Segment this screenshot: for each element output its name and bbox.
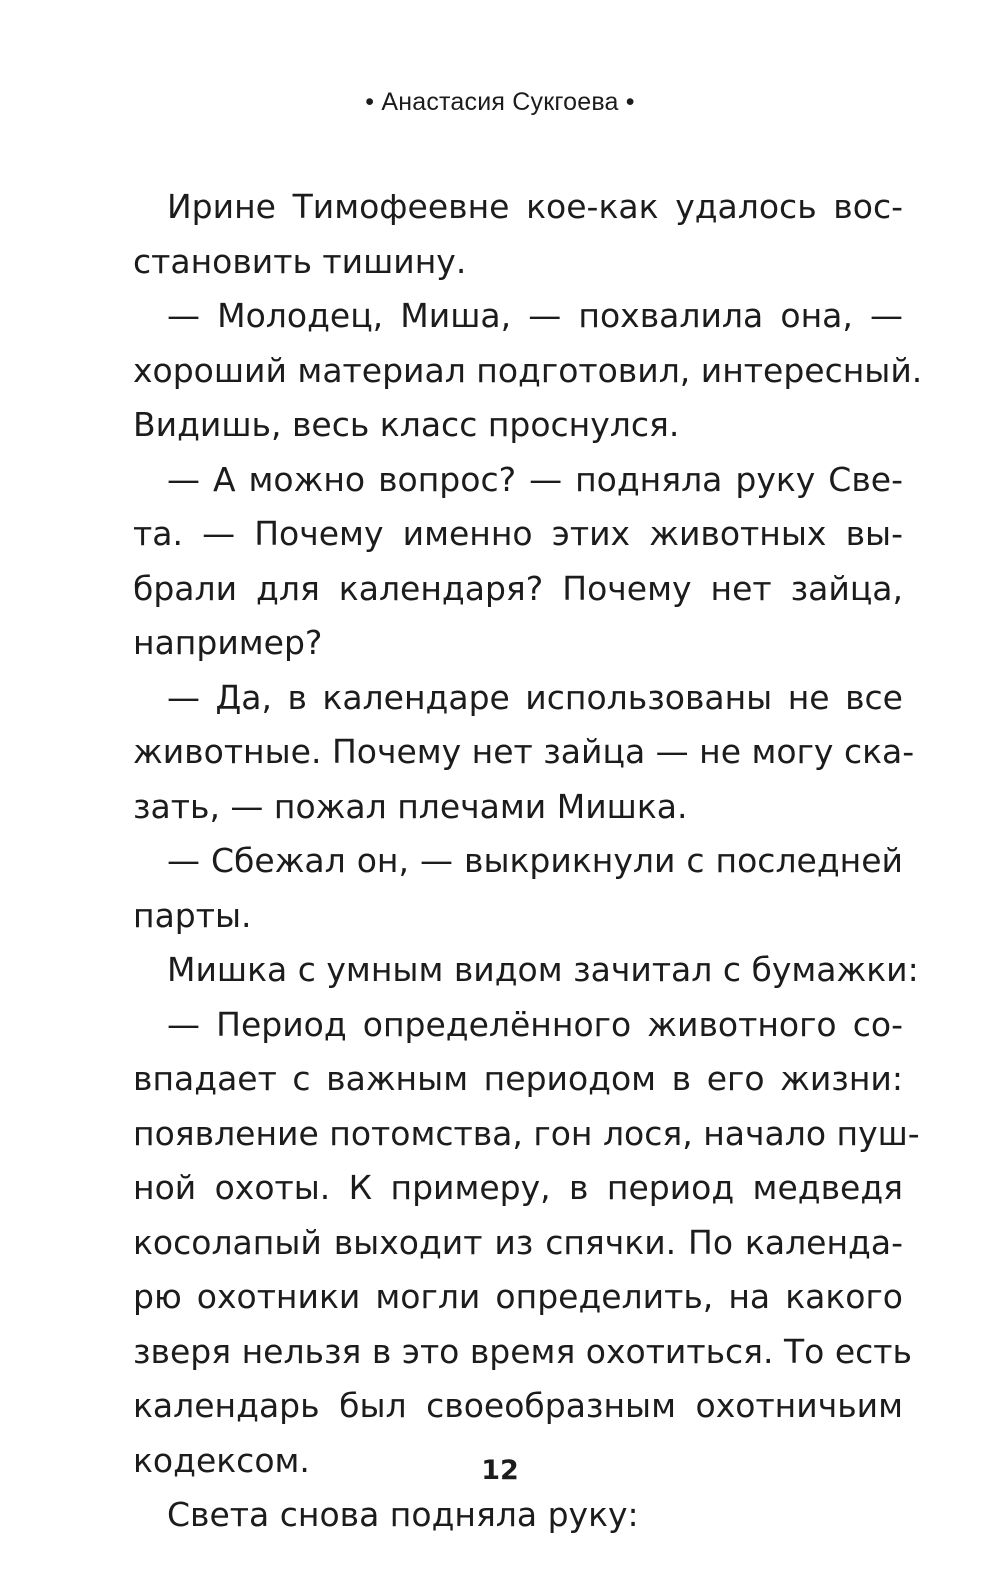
text-line: — Период определённого животного со- [167, 1004, 903, 1044]
text-line: — А можно вопрос? — подняла руку Све- [167, 459, 903, 499]
text-line: хороший материал подготовил, интересный. [133, 350, 923, 390]
text-line: зать, — пожал плечами Мишка. [133, 786, 688, 826]
text-line: — Да, в календаре использованы не все [167, 677, 903, 717]
text-line: Ирине Тимофеевне кое-как удалось вос- [167, 187, 903, 226]
running-header: • Анастасия Сукгоева • [365, 88, 635, 116]
text-line: ной охоты. К примеру, в период медведя [133, 1168, 903, 1207]
text-line: Света снова подняла руку: [167, 1495, 639, 1534]
text-line: зверя нельзя в это время охотиться. То есть [133, 1331, 912, 1371]
text-line: та. — Почему именно этих животных вы- [133, 514, 903, 553]
text-line: становить тишину. [133, 241, 467, 281]
text-line: — Сбежал он, — выкрикнули с последней [167, 841, 903, 880]
text-line: Мишка с умным видом зачитал с бумажки: [167, 950, 919, 989]
text-line: например? [133, 623, 323, 662]
text-line: косолапый выходит из спячки. По календа- [133, 1222, 903, 1262]
text-line: появление потомства, гон лося, начало пуш- [133, 1113, 920, 1153]
text-line: парты. [133, 895, 252, 935]
text-line: брали для календаря? Почему нет зайца, [133, 568, 903, 608]
text-line: рю охотники могли определить, на какого [133, 1277, 903, 1316]
text-line: — Молодец, Миша, — похвалила она, — [167, 296, 903, 335]
text-line: календарь был своеобразным охотничьим [133, 1386, 903, 1425]
text-line: впадает с важным периодом в его жизни: [133, 1059, 903, 1098]
page-body-text [133, 180, 923, 1543]
page-number: 12 [481, 1455, 519, 1486]
text-line: животные. Почему нет зайца — не могу ска- [133, 732, 915, 771]
text-line: кодексом. [133, 1440, 310, 1480]
text-line: Видишь, весь класс проснулся. [133, 405, 680, 444]
